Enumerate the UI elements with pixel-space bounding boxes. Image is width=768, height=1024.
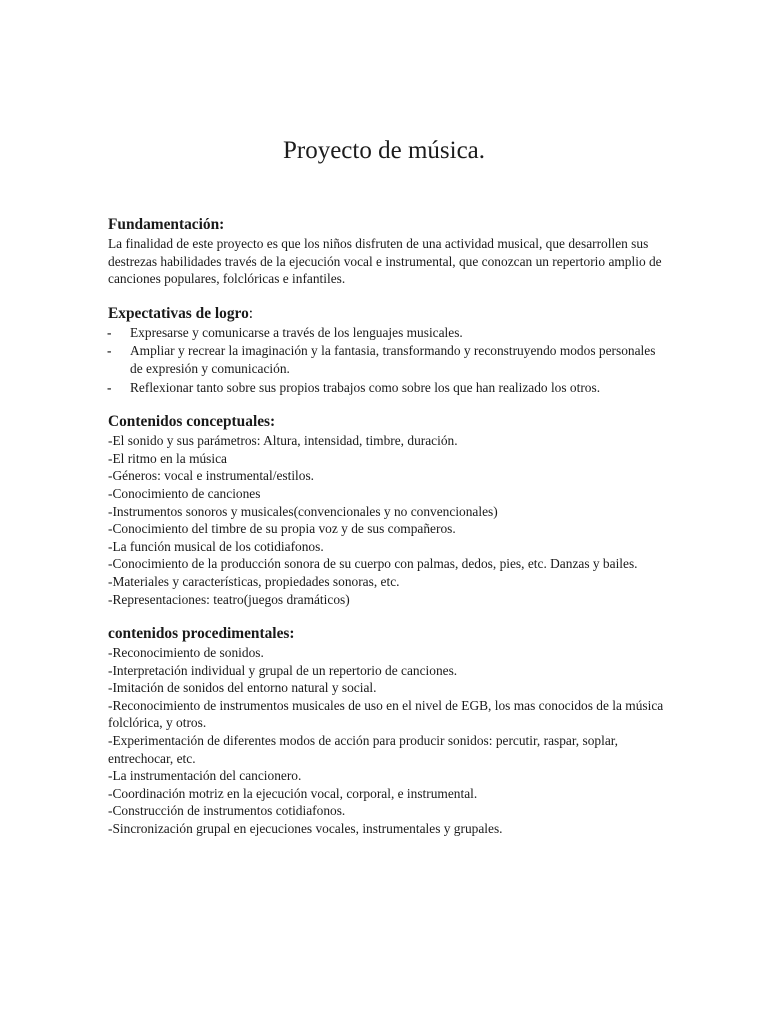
list-item: -Representaciones: teatro(juegos dramáticos) xyxy=(108,591,350,607)
section-expectativas xyxy=(108,304,668,396)
list-item xyxy=(108,324,668,342)
document-body xyxy=(108,215,668,854)
heading-expectativas-colon: : xyxy=(248,304,254,322)
list-item: -La instrumentación del cancionero. xyxy=(108,768,302,784)
section-contenidos-procedimentales xyxy=(108,624,668,838)
list-item: -Interpretación individual y grupal de un repertorio de canciones. xyxy=(108,662,458,678)
heading-fundamentacion: Fundamentación: xyxy=(108,216,225,233)
bullet-marker: - xyxy=(107,343,112,359)
list-item: -Conocimiento de canciones xyxy=(108,485,261,501)
list-item xyxy=(108,342,668,377)
list-item: -Conocimiento del timbre de su propia voz y de sus compañeros. xyxy=(108,521,456,537)
bullet-marker: - xyxy=(107,324,112,340)
fundamentacion-text: La finalidad de este proyecto es que los niños disfruten de una actividad musical, que desarrollen sus destrezas habilidades través de la ejecución vocal e instrumental, que conozcan un repertorio amplio de canciones populares, folclóricas e infantiles. xyxy=(108,236,662,287)
heading-expectativas xyxy=(108,304,668,324)
list-item: -Experimentación de diferentes modos de acción para producir sonidos: percutir, raspar, soplar, entrechocar, etc. xyxy=(108,733,619,766)
section-contenidos-conceptuales xyxy=(108,412,668,608)
heading-expectativas-text: Expectativas de logro xyxy=(108,304,249,322)
list-item xyxy=(108,379,668,397)
list-item: -Instrumentos sonoros y musicales(convencionales y no convencionales) xyxy=(108,503,498,519)
list-item: -Reconocimiento de sonidos. xyxy=(108,645,264,661)
procedimentales-list xyxy=(108,644,668,838)
list-item: -Imitación de sonidos del entorno natural y social. xyxy=(108,680,377,696)
conceptuales-list xyxy=(108,432,668,608)
list-item: -El sonido y sus parámetros: Altura, intensidad, timbre, duración. xyxy=(108,433,458,449)
expectativas-list xyxy=(108,324,668,396)
list-item-text: Expresarse y comunicarse a través de los lenguajes musicales. xyxy=(130,324,463,340)
list-item: -Conocimiento de la producción sonora de su cuerpo con palmas, dedos, pies, etc. Danzas y bailes. xyxy=(108,556,638,572)
list-item: -Materiales y características, propiedades sonoras, etc. xyxy=(108,573,400,589)
list-item: -Reconocimiento de instrumentos musicales de uso en el nivel de EGB, los mas conocidos de la música folclórica, y otros. xyxy=(108,697,664,731)
list-item-text: Ampliar y recrear la imaginación y la fantasia, transformando y reconstruyendo modos personales de expresión y comunicación. xyxy=(130,343,656,376)
heading-contenidos-procedimentales: contenidos procedimentales: xyxy=(108,625,295,643)
list-item-text: Reflexionar tanto sobre sus propios trabajos como sobre los que han realizado los otros. xyxy=(130,379,601,395)
list-item: -La función musical de los cotidiafonos. xyxy=(108,538,324,554)
bullet-marker: - xyxy=(107,379,112,395)
list-item: -El ritmo en la música xyxy=(108,450,227,466)
list-item: -Construcción de instrumentos cotidiafonos. xyxy=(108,803,346,819)
list-item: -Coordinación motriz en la ejecución vocal, corporal, e instrumental. xyxy=(108,785,478,801)
list-item: -Sincronización grupal en ejecuciones vocales, instrumentales y grupales. xyxy=(108,821,503,837)
heading-contenidos-conceptuales: Contenidos conceptuales: xyxy=(108,413,276,431)
list-item: -Géneros: vocal e instrumental/estilos. xyxy=(108,468,315,484)
document-title: Proyecto de música. xyxy=(282,137,486,164)
section-fundamentacion xyxy=(108,215,668,288)
